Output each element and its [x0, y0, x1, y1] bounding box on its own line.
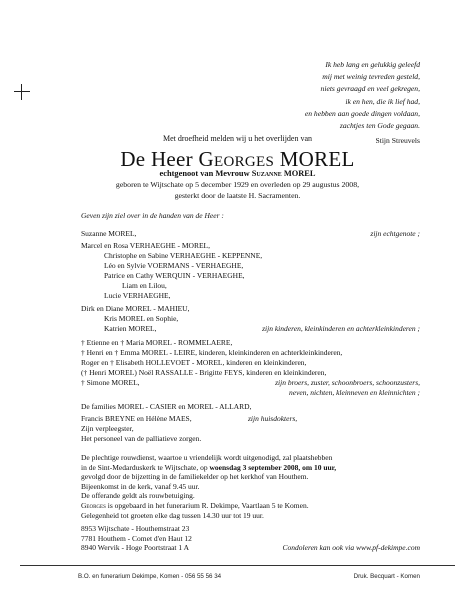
funeral-line: De plechtige rouwdienst, waartoe u vriendelijk wordt uitgenodigd, zal plaatshebben — [81, 453, 333, 462]
spouse-line — [0, 169, 475, 178]
address-line: 7781 Houthem - Comet d'en Haut 12 — [81, 533, 192, 543]
deceased-title: De Heer — [120, 147, 193, 171]
announcement-intro: Met droefheid melden wij u het overlijden van — [162, 134, 313, 143]
poem-line: en hebben aan goede dingen voldaan, — [304, 108, 420, 118]
relation-name: Dirk en Diane MOREL - MAHIEU, — [81, 304, 190, 313]
relation-name: († Henri MOREL) Noël RASSALLE - Brigitte FEYS, kinderen en kleinkinderen, — [81, 368, 327, 377]
condolences-link[interactable]: Condoleren kan ook via www.pf-dekimpe.com — [282, 543, 420, 552]
relation-role: zijn echtgenote ; — [370, 229, 420, 238]
doctors-names: Francis BREYNE en Hélène MAES, — [81, 414, 192, 423]
staff-line: Het personeel van de palliatieve zorgen. — [81, 434, 202, 443]
spouse-last-name: MOREL — [283, 169, 316, 178]
families-line: De families MOREL - CASIER en MOREL - ALLARD, — [81, 402, 252, 411]
sacraments-line: gesterkt door de laatste H. Sacramenten. — [174, 190, 301, 200]
relation-name: Liam en Lilou, — [122, 281, 167, 290]
relation-role: zijn broers, zuster, schoonbroers, schoonzusters, — [275, 378, 420, 387]
given-over-line: Geven zijn ziel over in de handen van de Heer : — [81, 211, 224, 220]
funeral-line: Bijeenkomst in de kerk, vanaf 9.45 uur. — [81, 481, 200, 491]
relation-name: Patrice en Cathy WERQUIN - VERHAEGHE, — [104, 271, 245, 280]
footer-divider — [20, 565, 455, 566]
funeral-date: woensdag 3 september 2008, om 10 uur, — [209, 462, 337, 472]
spouse-first-name: Suzanne — [251, 169, 282, 178]
birth-death-line: geboren te Wijtschate op 5 december 1929 en overleden op 29 augustus 2008, — [115, 180, 360, 189]
relation-name: Roger en † Elisabeth HOLLEVOET - MOREL, kinderen en kleinkinderen, — [81, 358, 307, 367]
footer-right: Druk. Becquart - Komen — [353, 573, 420, 580]
relation-name: † Henri en † Emma MOREL - LEIRE, kinderen, kleinkinderen en achterkleinkinderen, — [81, 348, 343, 357]
deceased-first-name: Georges — [198, 147, 275, 171]
doctors-role: zijn huisdokters, — [248, 414, 298, 423]
birth-death-info — [0, 180, 475, 201]
funeral-line: Georges is opgebaard in het funerarium R. Dekimpe, Vaartlaan 5 te Komen. — [81, 500, 309, 510]
funeral-line: De offerande geldt als rouwbetuiging. — [81, 491, 195, 501]
funeral-line: gevolgd door de bijzetting in de familiekelder op het kerkhof van Houthem. — [81, 472, 309, 482]
address-line: 8953 Wijtschate - Houthemstraat 23 — [81, 524, 190, 533]
cross-icon — [14, 84, 30, 100]
funeral-line: Gelegenheid tot groeten elke dag tussen 14.30 uur tot 19 uur. — [81, 510, 264, 520]
relation-name: Katrien MOREL, — [104, 324, 157, 333]
relation-name: Kris MOREL en Sophie, — [104, 314, 179, 323]
poem-line: Ik heb lang en gelukkig geleefd — [325, 60, 420, 69]
poem-author: Stijn Streuvels — [375, 136, 420, 145]
poem — [305, 59, 420, 132]
poem-line: zachtjes ten Gode gegaan. — [339, 121, 420, 131]
address-list — [81, 524, 192, 553]
relation-name: Léo en Sylvie VOERMANS - VERHAEGHE, — [104, 261, 244, 270]
relation-role: neven, nichten, kleinneven en kleinnichten ; — [289, 388, 420, 397]
relation-name: Marcel en Rosa VERHAEGHE - MOREL, — [81, 241, 211, 250]
relation-name: † Etienne en † Maria MOREL - ROMMELAERE, — [81, 338, 233, 347]
funeral-line: in de Sint-Medarduskerk te Wijtschate, op woensdag 3 september 2008, om 10 uur, — [81, 462, 337, 472]
poem-line: niets gevraagd en veel gekregen, — [320, 84, 420, 94]
poem-line: ik en hen, die ik lief had, — [345, 96, 420, 106]
deceased-last-name: MOREL — [279, 147, 355, 171]
footer-left: B.O. en funerarium Dekimpe, Komen - 056 55 56 34 — [78, 573, 222, 580]
nurse-line: Zijn verpleegster, — [81, 424, 134, 433]
relation-name: † Simone MOREL, — [81, 378, 140, 387]
address-line: 8940 Wervik - Hoge Poortstraat 1 A — [81, 543, 189, 553]
poem-line: mij met weinig tevreden gesteld, — [322, 72, 420, 82]
funeral-info — [81, 453, 336, 520]
relation-name: Christophe en Sabine VERHAEGHE - KEPPENNE, — [104, 251, 263, 260]
spouse-prefix: echtgenoot van Mevrouw — [159, 169, 250, 178]
relation-name: Suzanne MOREL, — [81, 229, 137, 238]
relation-role: zijn kinderen, kleinkinderen en achterkleinkinderen ; — [262, 324, 420, 333]
relation-name: Lucie VERHAEGHE, — [104, 291, 171, 300]
